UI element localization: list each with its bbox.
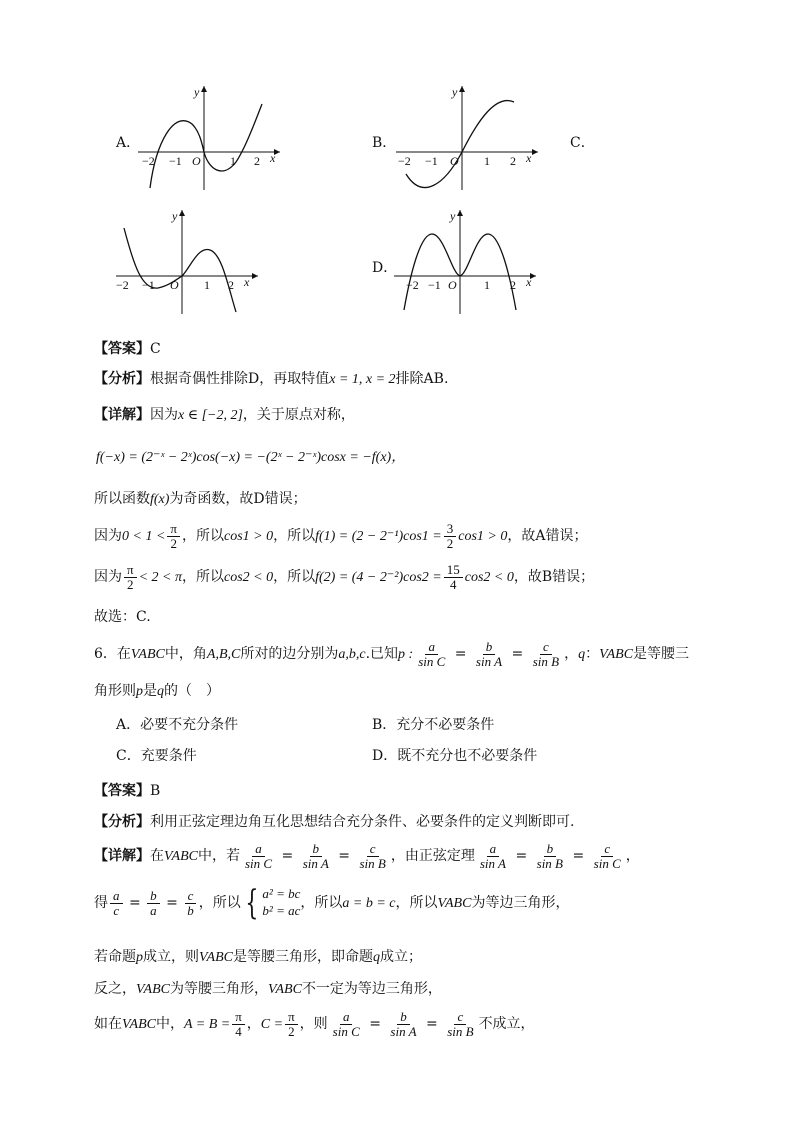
q5-equation-odd: f(−x) = (2⁻ˣ − 2ˣ)cos(−x) = −(2ˣ − 2⁻ˣ)cosx = −f(x)， <box>96 450 406 465</box>
tick: 2 <box>510 154 516 168</box>
option-a-label: A． <box>116 135 141 151</box>
fraction: $\frac{c}{\text{sin B}}$ <box>532 639 560 669</box>
q6-detail-line5: 如在VABC中，A = B = $\frac{\pi}{4}$ ，C = $\frac{\pi}{2}$ ，则 $\frac{a}{\text{sin C}}$ = $\frac{b}{\text{sin A}}$ = $\frac{c}{\text{sin B}}$ 不成立， <box>94 1009 535 1039</box>
equation-system: { a² = bc b² = ac <box>245 883 301 923</box>
q6-stem-line1: 6．在VABC中，角A,B,C所对的边分别为a,b,c.已知p : $\frac{a}{\text{sin C}}$ = $\frac{b}{\text{sin A}}$ = $\frac{c}{\text{sin B}}$ ，q：VABC是等腰三 <box>94 639 690 669</box>
y-label: y <box>194 85 200 99</box>
fraction: $\frac{a}{\text{sin A}}$ <box>479 841 506 871</box>
option-c-label: C． <box>570 135 595 151</box>
q6-answer: 【答案】B <box>94 783 161 799</box>
q6-detail-line3: 若命题p成立，则VABC是等腰三角形，即命题q成立； <box>94 949 422 965</box>
fraction: $\frac{\pi}{2}$ <box>167 522 180 550</box>
y-label: y <box>172 209 178 223</box>
q6-stem-line2: 角形则p是q的（ ） <box>94 683 220 699</box>
q5-line-b: 因为 $\frac{\pi}{2}$ < 2 < π，所以cos2 < 0，所以f(2) = (4 − 2⁻²)cos2 = $\frac{15}{4}$ cos2 < 0，故B错误； <box>94 562 595 592</box>
fraction: $\frac{b}{\text{sin B}}$ <box>536 841 564 871</box>
q5-choose: 故选：C. <box>94 609 151 625</box>
q6-analysis: 【分析】利用正弦定理边角互化思想结合充分条件、必要条件的定义判断即可. <box>94 814 575 830</box>
graph-d <box>390 206 540 318</box>
graph-b <box>392 82 542 194</box>
fraction: $\frac{c}{\text{sin B}}$ <box>359 841 386 871</box>
fraction: $\frac{a}{\text{sin C}}$ <box>418 639 446 669</box>
tick: −1 <box>428 278 441 292</box>
option-b-label: B． <box>372 135 397 151</box>
fraction: $\frac{c}{\text{sin B}}$ <box>447 1009 474 1039</box>
q5-detail-line1: 【详解】因为x ∈ [−2, 2]，关于原点对称， <box>94 407 355 423</box>
q6-option-a: A．必要不充分条件 <box>116 717 239 733</box>
fraction: $\frac{a}{\text{sin C}}$ <box>332 1009 360 1039</box>
q6-option-b: B．充分不必要条件 <box>372 717 495 733</box>
x-label: x <box>526 275 532 289</box>
fraction: $\frac{b}{\text{sin A}}$ <box>302 841 329 871</box>
x-label: x <box>526 151 532 165</box>
q5-line-a: 因为0 < 1 < $\frac{\pi}{2}$ ，所以cos1 > 0，所以f(1) = (2 − 2⁻¹)cos1 = $\frac{3}{2}$ cos1 > 0，故A错误； <box>94 521 588 551</box>
origin-label: O <box>192 154 201 168</box>
fraction: $\frac{b}{\text{sin A}}$ <box>475 639 503 669</box>
tick: −1 <box>142 278 155 292</box>
q6-detail-line4: 反之，VABC为等腰三角形，VABC不一定为等边三角形， <box>94 981 442 997</box>
x-label: x <box>270 151 276 165</box>
tick: 1 <box>204 278 210 292</box>
tick: 1 <box>484 154 490 168</box>
tick: −2 <box>398 154 411 168</box>
fraction: $\frac{a}{\text{sin C}}$ <box>244 841 273 871</box>
tick: −2 <box>406 278 419 292</box>
q5-answer: 【答案】C <box>94 341 161 357</box>
y-label: y <box>450 209 456 223</box>
fraction: $\frac{3}{2}$ <box>444 522 457 550</box>
curve <box>406 101 514 188</box>
option-d-label: D． <box>372 260 398 276</box>
q6-detail-line1: 【详解】在VABC中，若 $\frac{a}{\text{sin C}}$ = $\frac{b}{\text{sin A}}$ = $\frac{c}{\text{sin B}}$ ，由正弦定理 $\frac{a}{\text{sin A}}$ = $\frac{b}{\text{sin B}}$ = $\frac{c}{\text{sin C}}$ ， <box>94 841 640 871</box>
fraction: $\frac{c}{\text{sin C}}$ <box>593 841 621 871</box>
q5-odd-line: 所以函数f(x)为奇函数，故D错误； <box>94 491 307 507</box>
fraction: $\frac{15}{4}$ <box>444 563 463 591</box>
fraction: $\frac{c}{b}$ <box>184 889 197 917</box>
tick: 2 <box>510 278 516 292</box>
fraction: $\frac{\pi}{2}$ <box>285 1010 298 1038</box>
tick: 2 <box>254 154 260 168</box>
fraction: $\frac{b}{a}$ <box>147 889 160 917</box>
fraction: $\frac{a}{c}$ <box>110 889 123 917</box>
q6-option-c: C．充要条件 <box>116 748 197 764</box>
tick: −1 <box>169 154 182 168</box>
origin-label: O <box>170 278 179 292</box>
q6-option-d: D．既不充分也不必要条件 <box>372 748 538 764</box>
tick: −1 <box>425 154 438 168</box>
origin-label: O <box>450 154 459 168</box>
x-label: x <box>244 275 250 289</box>
q5-analysis: 【分析】根据奇偶性排除D，再取特值x = 1, x = 2排除AB. <box>94 371 449 387</box>
fraction: $\frac{\pi}{4}$ <box>232 1010 245 1038</box>
tick: −2 <box>142 154 155 168</box>
tick: −2 <box>116 278 129 292</box>
curve <box>124 228 236 312</box>
graph-a <box>134 82 284 194</box>
y-label: y <box>452 85 458 99</box>
fraction: $\frac{b}{\text{sin A}}$ <box>390 1009 417 1039</box>
fraction: $\frac{\pi}{2}$ <box>124 563 137 591</box>
origin-label: O <box>448 278 457 292</box>
graph-c <box>112 206 262 318</box>
tick: 1 <box>484 278 490 292</box>
q6-detail-line2: 得 $\frac{a}{c}$ = $\frac{b}{a}$ = $\frac{c}{b}$ ，所以 { a² = bc b² = ac ，所以a = b = c，所以VABC为等边三角形， <box>94 883 570 923</box>
curve <box>150 104 262 188</box>
tick: 1 <box>230 154 236 168</box>
tick: 2 <box>228 278 234 292</box>
